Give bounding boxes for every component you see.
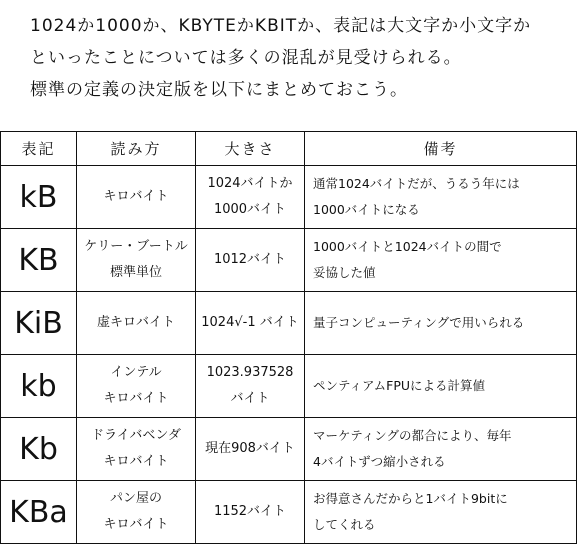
table-row bbox=[1, 292, 577, 355]
intro-text bbox=[30, 10, 570, 106]
notation-cell: Kb bbox=[1, 418, 77, 481]
reading-cell-line: パン屋の bbox=[109, 491, 162, 506]
remarks-cell bbox=[305, 166, 577, 229]
remarks-cell bbox=[305, 481, 577, 544]
size-cell-line: 1000バイト bbox=[213, 202, 287, 217]
reading-cell-line: 標準単位 bbox=[109, 265, 162, 280]
remarks-cell-line: 4バイトずつ縮小される bbox=[313, 454, 446, 469]
header-reading: 読み方 bbox=[77, 132, 196, 166]
remarks-cell-line: お得意さんだからと1バイト9bitに bbox=[313, 491, 508, 506]
remarks-cell-line: マーケティングの都合により、毎年 bbox=[313, 428, 512, 443]
remarks-cell-line: 通常1024バイトだが、うるう年には bbox=[313, 176, 520, 191]
size-cell-line: 1012バイト bbox=[213, 252, 287, 267]
table-row bbox=[1, 355, 577, 418]
notation-cell: kb bbox=[1, 355, 77, 418]
kilobyte-table bbox=[0, 131, 577, 544]
notation-cell: KiB bbox=[1, 292, 77, 355]
intro-line: 標準の定義の決定版を以下にまとめておこう。 bbox=[30, 80, 408, 100]
reading-cell bbox=[77, 292, 196, 355]
remarks-cell-line: 妥協した値 bbox=[313, 265, 376, 280]
size-cell-line: 1024バイトか bbox=[207, 176, 293, 191]
size-cell-line: 1152バイト bbox=[213, 504, 287, 519]
intro-line: といったことについては多くの混乱が見受けられる。 bbox=[30, 48, 462, 68]
size-cell bbox=[196, 229, 305, 292]
intro-line: 1024か1000か、KBYTEかKBITか、表記は大文字か小文字か bbox=[30, 16, 532, 36]
reading-cell-line: ドライバベンダ bbox=[91, 428, 181, 443]
remarks-cell-line: 量子コンピューティングで用いられる bbox=[313, 315, 525, 330]
size-cell-line: 1023.937528 bbox=[206, 365, 294, 380]
notation-cell: kB bbox=[1, 166, 77, 229]
header-size: 大きさ bbox=[196, 132, 305, 166]
remarks-cell bbox=[305, 355, 577, 418]
table-body bbox=[1, 166, 577, 544]
remarks-cell bbox=[305, 229, 577, 292]
reading-cell bbox=[77, 229, 196, 292]
header-remarks: 備考 bbox=[305, 132, 577, 166]
table-header-row bbox=[1, 132, 577, 166]
size-cell-line: バイト bbox=[230, 391, 270, 406]
size-cell bbox=[196, 166, 305, 229]
size-cell bbox=[196, 418, 305, 481]
header-notation: 表記 bbox=[1, 132, 77, 166]
table-row bbox=[1, 418, 577, 481]
remarks-cell bbox=[305, 292, 577, 355]
reading-cell-line: 虚キロバイト bbox=[96, 315, 175, 330]
reading-cell bbox=[77, 355, 196, 418]
reading-cell-line: インテル bbox=[110, 365, 162, 380]
reading-cell bbox=[77, 481, 196, 544]
size-cell-line: 現在908バイト bbox=[205, 441, 295, 456]
size-cell-line: 1024√-1 バイト bbox=[201, 315, 299, 330]
remarks-cell bbox=[305, 418, 577, 481]
reading-cell-line: キロバイト bbox=[103, 189, 169, 204]
reading-cell bbox=[77, 166, 196, 229]
reading-cell-line: キロバイト bbox=[103, 391, 169, 406]
size-cell bbox=[196, 292, 305, 355]
size-cell bbox=[196, 481, 305, 544]
remarks-cell-line: ペンティアムFPUによる計算値 bbox=[313, 378, 486, 393]
reading-cell-line: ケリー・ブートル bbox=[84, 239, 188, 254]
remarks-cell-line: してくれる bbox=[313, 517, 376, 532]
reading-cell-line: キロバイト bbox=[103, 454, 169, 469]
remarks-cell-line: 1000バイトと1024バイトの間で bbox=[313, 239, 502, 254]
reading-cell bbox=[77, 418, 196, 481]
reading-cell-line: キロバイト bbox=[103, 517, 169, 532]
table-row bbox=[1, 481, 577, 544]
size-cell bbox=[196, 355, 305, 418]
notation-cell: KB bbox=[1, 229, 77, 292]
table-row bbox=[1, 166, 577, 229]
notation-cell: KBa bbox=[1, 481, 77, 544]
remarks-cell-line: 1000バイトになる bbox=[313, 202, 420, 217]
table-row bbox=[1, 229, 577, 292]
